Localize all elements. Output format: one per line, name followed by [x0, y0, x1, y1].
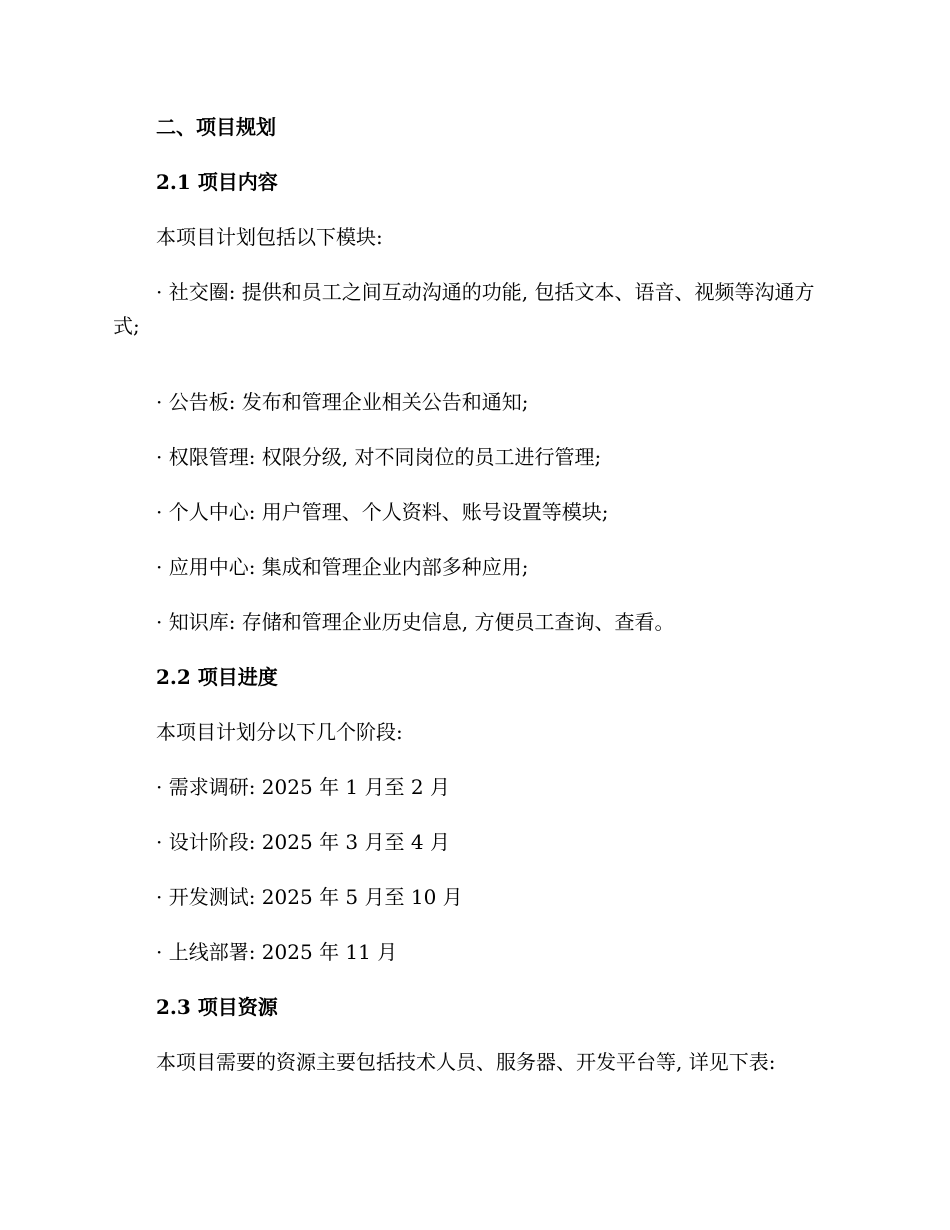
content-item-social: · 社交圈: 提供和员工之间互动沟通的功能, 包括文本、语音、视频等沟通方式; — [113, 280, 815, 338]
progress-item-deployment: · 上线部署: 2025 年 11 月 — [156, 940, 398, 964]
progress-item-research: · 需求调研: 2025 年 1 月至 2 月 — [156, 775, 450, 799]
content-intro: 本项目计划包括以下模块: — [156, 225, 383, 249]
content-heading: 2.1 项目内容 — [156, 170, 278, 194]
content-item-bulletin: · 公告板: 发布和管理企业相关公告和通知; — [156, 390, 529, 414]
content-item-personal: · 个人中心: 用户管理、个人资料、账号设置等模块; — [156, 500, 609, 524]
progress-heading: 2.2 项目进度 — [156, 665, 278, 689]
progress-item-development: · 开发测试: 2025 年 5 月至 10 月 — [156, 885, 463, 909]
content-item-knowledge: · 知识库: 存储和管理企业历史信息, 方便员工查询、查看。 — [156, 610, 675, 634]
content-item-permission: · 权限管理: 权限分级, 对不同岗位的员工进行管理; — [156, 445, 602, 469]
section-title: 二、项目规划 — [156, 115, 276, 139]
resources-heading: 2.3 项目资源 — [156, 995, 278, 1019]
progress-item-design: · 设计阶段: 2025 年 3 月至 4 月 — [156, 830, 450, 854]
progress-intro: 本项目计划分以下几个阶段: — [156, 720, 403, 744]
content-item-apps: · 应用中心: 集成和管理企业内部多种应用; — [156, 555, 529, 579]
resources-intro: 本项目需要的资源主要包括技术人员、服务器、开发平台等, 详见下表: — [156, 1050, 776, 1074]
